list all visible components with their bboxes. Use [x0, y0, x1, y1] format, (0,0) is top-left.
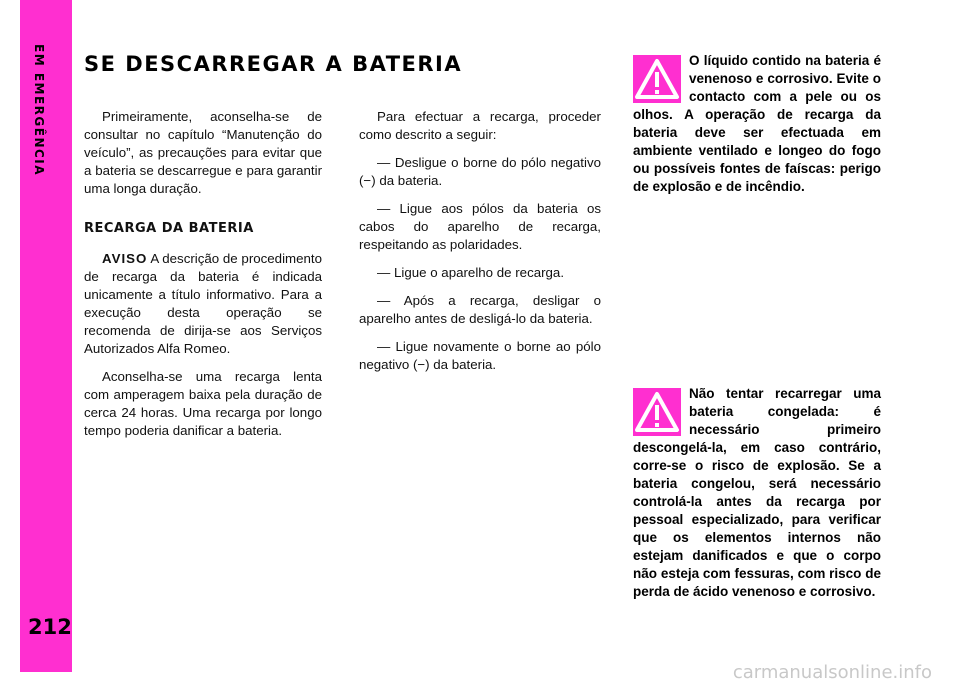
procedure-step: — Ligue novamente o borne ao pólo negativo (−) da bateria.	[359, 339, 601, 372]
watermark: carmanualsonline.info	[732, 662, 932, 683]
page-title: SE DESCARREGAR A BATERIA	[84, 52, 463, 76]
advice-paragraph: Aconselha-se uma recarga lenta com amperagem baixa pela duração de cerca 24 horas. Uma recarga por longo tempo poderia danificar a bateria.	[84, 369, 322, 438]
warning-triangle-icon	[633, 388, 681, 436]
procedure-step: — Após a recarga, desligar o aparelho antes de desligá-lo da bateria.	[359, 293, 601, 326]
warning-box-poison	[633, 52, 881, 196]
warning-text: O líquido contido na bateria é venenoso e corrosivo. Evite o contacto com a pele ou os olhos. A operação de recarga da bateria deve ser efectuada em ambiente ventilado e longeo do fogo ou possíveis fontes de faíscas: perigo de explosão e de incêndio.	[633, 53, 881, 194]
left-column	[84, 108, 322, 450]
section-label: EM EMERGÊNCIA	[32, 44, 46, 177]
aviso-label: AVISO	[102, 251, 148, 266]
section-subheading: RECARGA DA BATERIA	[84, 221, 254, 236]
section-sidebar	[20, 0, 72, 672]
aviso-paragraph	[84, 250, 322, 358]
aviso-text: A descrição de procedimento de recarga da bateria é indicada unicamente a título informativo. Para a execução desta operação se recomenda de dirija-se aos Serviços Autorizados Alfa Romeo.	[84, 251, 322, 356]
procedure-step: — Desligue o borne do pólo negativo (−) da bateria.	[359, 155, 601, 188]
warning-box-frozen	[633, 385, 881, 601]
intro-paragraph: Primeiramente, aconselha-se de consultar no capítulo “Manutenção do veículo”, as precauções para evitar que a bateria se descarregue e para garantir uma longa duração.	[84, 109, 322, 196]
page-number: 212	[28, 615, 72, 639]
procedure-intro: Para efectuar a recarga, proceder como descrito a seguir:	[359, 109, 601, 142]
middle-column	[359, 108, 601, 384]
procedure-step: — Ligue aos pólos da bateria os cabos do aparelho de recarga, respeitando as polaridades.	[359, 201, 601, 252]
procedure-step: — Ligue o aparelho de recarga.	[377, 265, 565, 280]
warning-text: Não tentar recarregar uma bateria congelada: é necessário primeiro descongelá-la, em caso contrário, corre-se o risco de explosão. Se a bateria congelou, será necessário controlá-la antes da recarga por pessoal especializado, para verificar que os elementos internos não estejam danificados e que o corpo não esteja com fessuras, com risco de perda de ácido venenoso e corrosivo.	[633, 386, 881, 599]
warning-triangle-icon	[633, 55, 681, 103]
